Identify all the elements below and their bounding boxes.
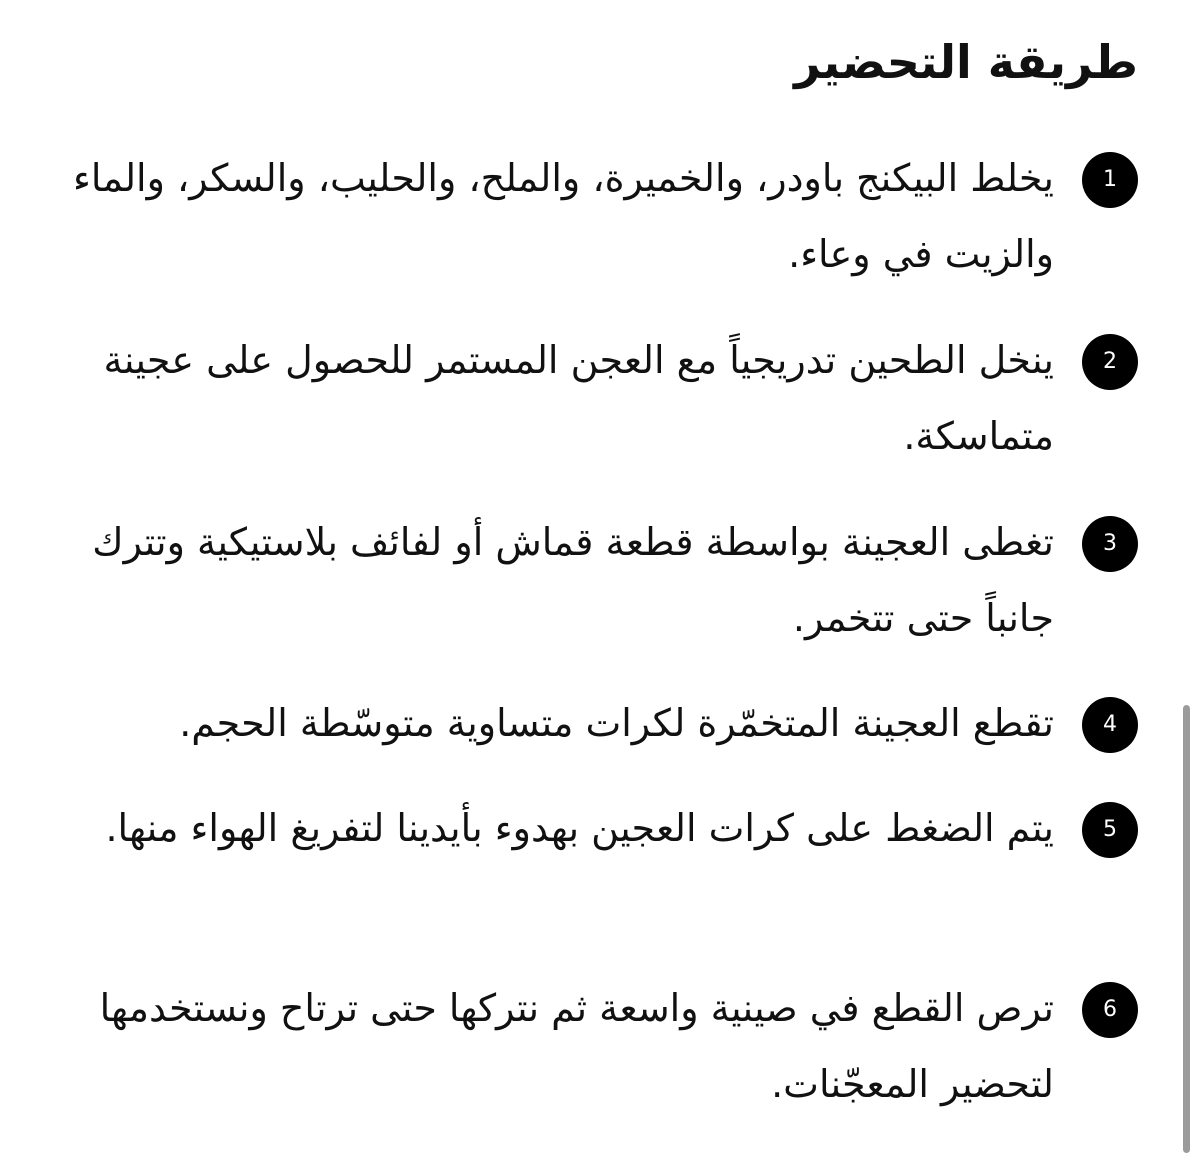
step-text: ترص القطع في صينية واسعة ثم نتركها حتى ترتاح ونستخدمها لتحضير المعجّنات. [99,986,1054,1106]
page-title: طريقة التحضير [794,35,1138,89]
vertical-scrollbar[interactable] [1183,705,1190,1153]
step-text: يتم الضغط على كرات العجين بهدوء بأيدينا لتفريغ الهواء منها. [105,806,1054,850]
step-item [58,506,1138,646]
step-number-badge: 6 [1082,982,1138,1038]
step-number-badge: 2 [1082,334,1138,390]
step-text: تقطع العجينة المتخمّرة لكرات متساوية متوسّطة الحجم. [179,701,1054,745]
step-number-badge: 5 [1082,802,1138,858]
step-item [58,324,1138,464]
step-item [58,792,1138,932]
step-text: تغطى العجينة بواسطة قطعة قماش أو لفائف بلاستيكية وتترك جانباً حتى تتخمر. [92,520,1054,640]
step-number-badge: 3 [1082,516,1138,572]
step-item [58,142,1138,282]
step-text: يخلط البيكنج باودر، والخميرة، والملح، والحليب، والسكر، والماء والزيت في وعاء. [73,156,1054,276]
step-item [58,972,1138,1112]
step-text: ينخل الطحين تدريجياً مع العجن المستمر للحصول على عجينة متماسكة. [103,338,1054,458]
step-number-badge: 4 [1082,697,1138,753]
step-number-badge: 1 [1082,152,1138,208]
